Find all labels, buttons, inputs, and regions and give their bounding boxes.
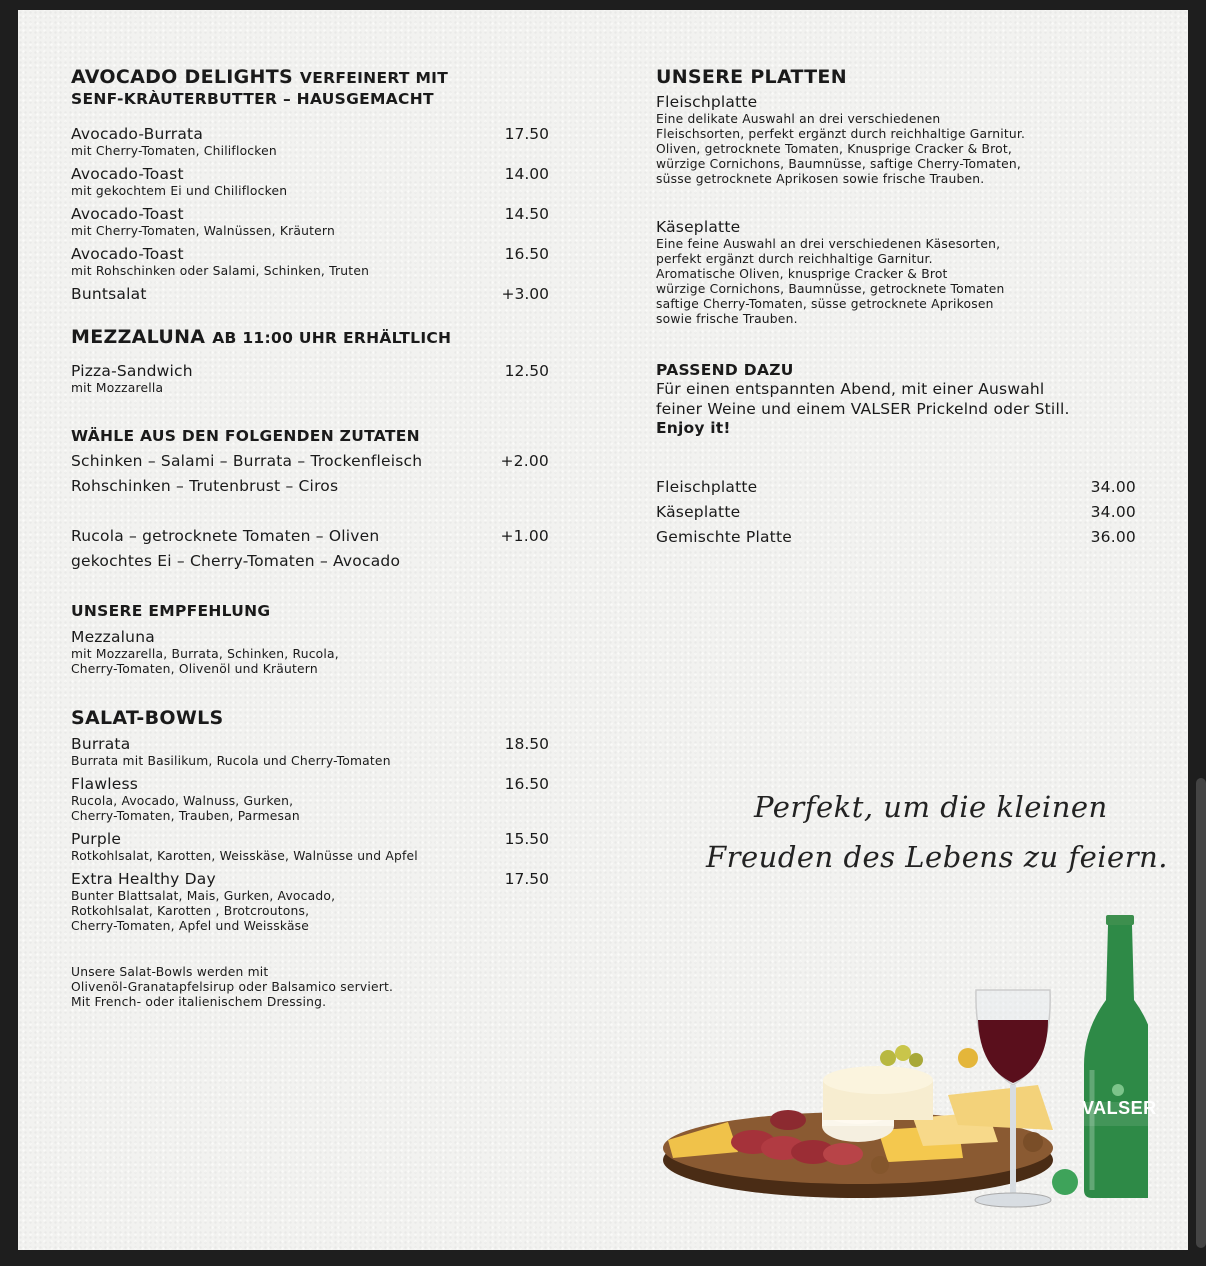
price-row-price: 36.00	[1090, 528, 1136, 546]
salat-section	[71, 706, 549, 730]
price-row-name: Käseplatte	[656, 503, 741, 521]
section-title: AVOCADO DELIGHTS VERFEINERT MIT	[71, 66, 449, 88]
item-name: Burrata	[71, 735, 131, 753]
item-desc: Cherry-Tomaten, Trauben, Parmesan	[71, 809, 300, 823]
item-price: +3.00	[501, 285, 549, 303]
platter-illustration	[658, 890, 1157, 1220]
item-name: Fleischplatte	[656, 93, 758, 111]
item-price: +2.00	[500, 452, 549, 470]
item-desc: mit gekochtem Ei und Chiliflocken	[71, 184, 288, 198]
bottle-label: VALSER	[1082, 1098, 1157, 1118]
passend-section	[656, 360, 1136, 439]
item-desc: Bunter Blattsalat, Mais, Gurken, Avocado,	[71, 889, 336, 903]
item-desc: süsse getrocknete Aprikosen sowie frische Trauben.	[656, 172, 985, 186]
item-price: 18.50	[504, 735, 549, 753]
menu-item	[71, 735, 549, 769]
menu-page	[18, 10, 1188, 1250]
passend-text: feiner Weine und einem VALSER Prickelnd oder Still.	[656, 399, 1070, 418]
valser-bottle-icon	[1052, 915, 1157, 1198]
section-title: UNSERE EMPFEHLUNG	[71, 602, 271, 620]
note-line: Unsere Salat-Bowls werden mit	[71, 965, 269, 979]
item-desc: mit Cherry-Tomaten, Chiliflocken	[71, 144, 277, 158]
item-name: Käseplatte	[656, 218, 741, 236]
slogan-line-1: Perfekt, um die kleinen	[754, 790, 1108, 824]
item-price: 12.50	[504, 362, 549, 380]
item-name: Avocado-Toast	[71, 205, 184, 223]
item-desc: Rucola, Avocado, Walnuss, Gurken,	[71, 794, 294, 808]
item-price: +1.00	[500, 527, 549, 545]
item-price: 17.50	[504, 125, 549, 143]
item-desc: Eine delikate Auswahl an drei verschiedenen	[656, 112, 941, 126]
item-desc: würzige Cornichons, Baumnüsse, saftige Cherry-Tomaten,	[656, 157, 1021, 171]
item-desc: würzige Cornichons, Baumnüsse, getrocknete Tomaten	[656, 282, 1005, 296]
item-name: Purple	[71, 830, 122, 848]
item-name: Pizza-Sandwich	[71, 362, 193, 380]
item-name: Avocado-Burrata	[71, 125, 204, 143]
price-row	[656, 500, 1136, 525]
bottle-cap-icon	[1052, 1169, 1078, 1195]
item-desc: saftige Cherry-Tomaten, süsse getrocknete Aprikosen	[656, 297, 994, 311]
menu-item	[71, 775, 549, 824]
item-name: Extra Healthy Day	[71, 870, 216, 888]
zutaten-line: gekochtes Ei – Cherry-Tomaten – Avocado	[71, 552, 401, 570]
walnut-icon	[871, 1156, 889, 1174]
item-desc: Aromatische Oliven, knusprige Cracker & Brot	[656, 267, 948, 281]
menu-item	[71, 830, 549, 864]
item-price: 15.50	[504, 830, 549, 848]
cheese-wedge-icon	[948, 1085, 1053, 1130]
item-desc: Cherry-Tomaten, Olivenöl und Kräutern	[71, 662, 318, 676]
menu-item	[71, 362, 549, 396]
menu-item	[71, 205, 549, 239]
item-price: 16.50	[504, 775, 549, 793]
item-desc: sowie frische Trauben.	[656, 312, 798, 326]
item-name: Buntsalat	[71, 285, 147, 303]
item-desc: perfekt ergänzt durch reichhaltige Garnitur.	[656, 252, 933, 266]
zutaten-line: Rohschinken – Trutenbrust – Ciros	[71, 477, 339, 495]
slogan-line-2: Freuden des Lebens zu feiern.	[706, 840, 1168, 874]
item-price: 14.00	[504, 165, 549, 183]
price-row	[656, 525, 1136, 550]
item-name: Avocado-Toast	[71, 245, 184, 263]
platte-item	[656, 218, 1136, 327]
price-row	[656, 475, 1136, 500]
section-title: WÄHLE AUS DEN FOLGENDEN ZUTATEN	[71, 427, 420, 445]
price-row-price: 34.00	[1090, 478, 1136, 496]
mezzaluna-section	[71, 325, 549, 350]
item-price: 16.50	[504, 245, 549, 263]
menu-item	[71, 125, 549, 159]
menu-item	[71, 165, 549, 199]
item-desc: Rotkohlsalat, Karotten , Brotcroutons,	[71, 904, 310, 918]
item-desc: Eine feine Auswahl an drei verschiedenen Käsesorten,	[656, 237, 1001, 251]
item-desc: Burrata mit Basilikum, Rucola und Cherry-Tomaten	[71, 754, 391, 768]
item-desc: mit Cherry-Tomaten, Walnüssen, Kräutern	[71, 224, 335, 238]
cheese-wheel-icon	[823, 1066, 933, 1094]
section-title: PASSEND DAZU	[656, 361, 794, 379]
platte-item	[656, 93, 1136, 187]
item-desc: Rotkohlsalat, Karotten, Weisskäse, Walnüsse und Apfel	[71, 849, 418, 863]
item-name: Avocado-Toast	[71, 165, 184, 183]
olives-icon	[880, 1045, 978, 1068]
salat-note	[71, 965, 549, 1010]
section-title: SALAT-BOWLS	[71, 707, 224, 729]
empfehlung-section	[71, 601, 549, 621]
item-price: 14.50	[504, 205, 549, 223]
note-line: Olivenöl-Granatapfelsirup oder Balsamico serviert.	[71, 980, 394, 994]
item-desc: Oliven, getrocknete Tomaten, Knusprige Cracker & Brot,	[656, 142, 1013, 156]
menu-item	[71, 285, 549, 304]
note-line: Mit French- oder italienischem Dressing.	[71, 995, 327, 1009]
zutaten-line: Rucola – getrocknete Tomaten – Oliven +1.00	[71, 524, 549, 549]
item-name: Mezzaluna	[71, 628, 155, 646]
price-row-price: 34.00	[1090, 503, 1136, 521]
passend-text: Für einen entspannten Abend, mit einer Auswahl	[656, 380, 1045, 398]
price-row-name: Fleischplatte	[656, 478, 758, 496]
menu-item	[71, 628, 549, 677]
item-price: 17.50	[504, 870, 549, 888]
zutaten-line: Schinken – Salami – Burrata – Trockenfleisch +2.00	[71, 449, 549, 474]
menu-item	[71, 870, 549, 934]
section-title: MEZZALUNA AB 11:00 UHR ERHÄLTLICH	[71, 326, 452, 348]
item-desc: mit Mozzarella, Burrata, Schinken, Rucola,	[71, 647, 339, 661]
item-name: Flawless	[71, 775, 138, 793]
walnut-icon	[1023, 1132, 1043, 1152]
section-subtitle: SENF-KRÀUTERBUTTER – HAUSGEMACHT	[71, 90, 434, 108]
avocado-section	[71, 65, 549, 109]
menu-item	[71, 245, 549, 279]
item-desc: Cherry-Tomaten, Apfel und Weisskäse	[71, 919, 310, 933]
price-row-name: Gemischte Platte	[656, 528, 792, 546]
section-title: UNSERE PLATTEN	[656, 66, 847, 88]
item-desc: Fleischsorten, perfekt ergänzt durch reichhaltige Garnitur.	[656, 127, 1026, 141]
item-desc: mit Rohschinken oder Salami, Schinken, Truten	[71, 264, 370, 278]
passend-enjoy: Enjoy it!	[656, 419, 731, 437]
scrollbar[interactable]	[1196, 778, 1206, 1248]
item-desc: mit Mozzarella	[71, 381, 164, 395]
platten-section	[656, 65, 1136, 89]
zutaten-section	[71, 426, 549, 446]
